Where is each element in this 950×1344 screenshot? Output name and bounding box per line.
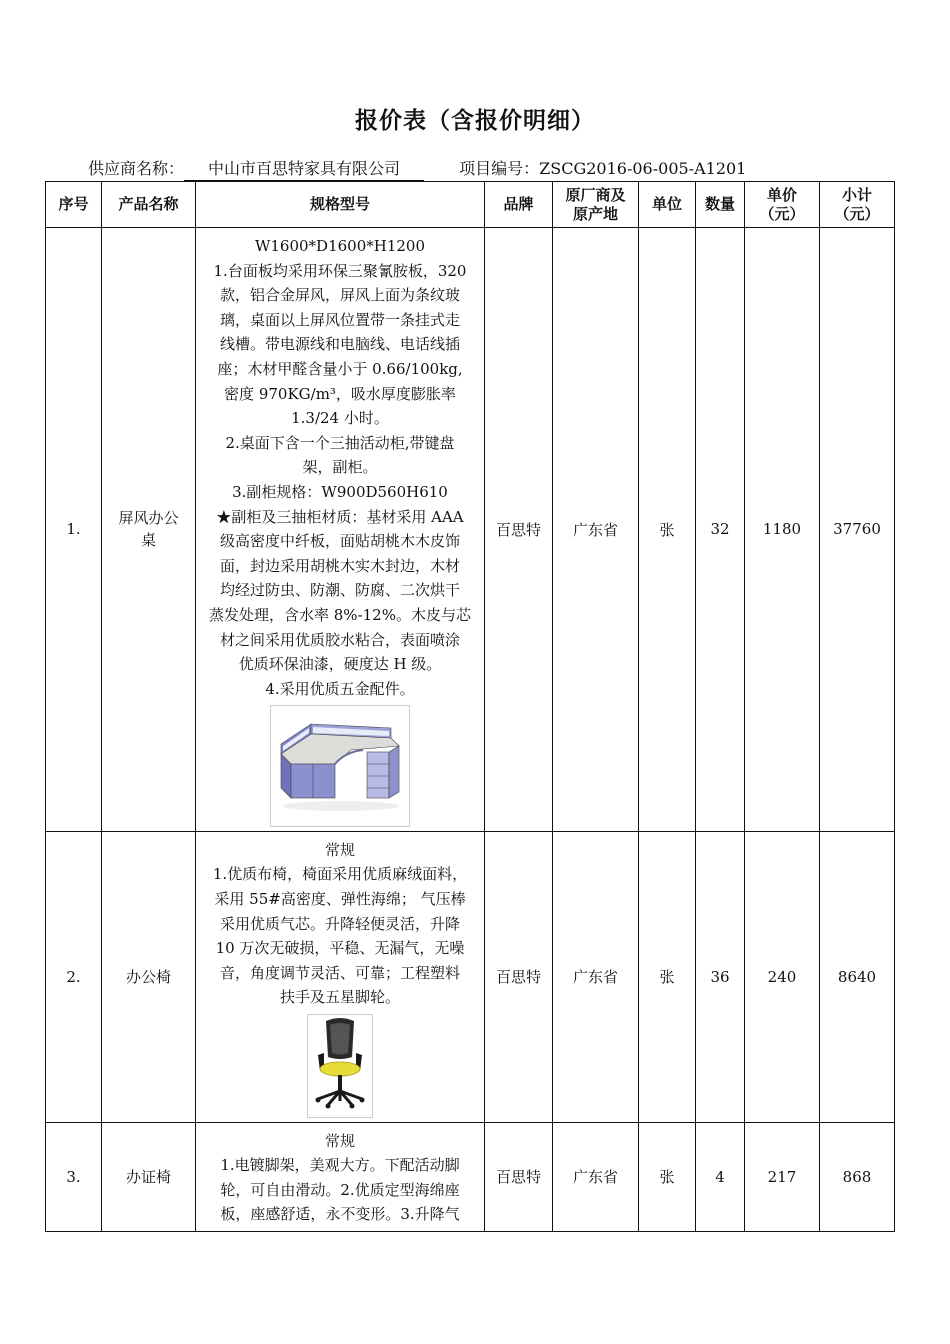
header-subtotal [820,182,895,228]
spec-line: 1.台面板均采用环保三聚氰胺板，320 [213,261,467,280]
supplier-label: 供应商名称： [88,159,185,178]
spec-line: 1.3/24 小时。 [291,409,389,428]
header-origin-line1: 原厂商及 [565,185,626,204]
row-origin: 广东省 [553,831,639,1122]
spec-line: 材之间采用优质胶水粘合，表面喷涂 [219,630,460,649]
spec-line: 轮，可自由滑动。2.优质定型海绵座 [220,1180,460,1199]
row-brand: 百思特 [485,228,553,832]
spec-line: 1.优质布椅，椅面采用优质麻绒面料， [212,865,468,884]
header-seq: 序号 [46,182,102,228]
row-price: 217 [745,1122,820,1231]
row-seq: 3. [46,1122,102,1231]
row-origin: 广东省 [553,1122,639,1231]
row-subtotal: 37760 [820,228,895,832]
spec-line: 密度 970KG/m³，吸水厚度膨胀率 [224,384,456,403]
table-row [46,831,895,1122]
spec-line: 4.采用优质五金配件。 [265,679,415,698]
spec-line: 座；木材甲醛含量小于 0.66/100kg, [217,359,463,378]
row-product-name: 办公椅 [102,831,196,1122]
row-subtotal: 868 [820,1122,895,1231]
spec-line: 线槽。带电源线和电脑线、电话线插 [219,335,460,354]
spec-line: 面，封边采用胡桃木实木封边，木材 [219,556,460,575]
spec-line: 1.电镀脚架，美观大方。下配活动脚 [220,1156,460,1175]
header-qty: 数量 [696,182,745,228]
project-value: ZSCG2016-06-005-A1201 [539,159,747,178]
header-subtotal-line1: 小计 [841,185,872,204]
row-brand: 百思特 [485,1122,553,1231]
spec-line: 级高密度中纤板，面贴胡桃木木皮饰 [219,532,460,551]
row-brand: 百思特 [485,831,553,1122]
spec-line: 蒸发处理，含水率 8%-12%。木皮与芯 [209,605,471,624]
spec-line: 10 万次无破损，平稳、无漏气，无噪 [215,939,465,958]
row-qty: 4 [696,1122,745,1231]
spec-line: 板，座感舒适，永不变形。3.升降气 [220,1205,460,1224]
spec-line: 璃，桌面以上屏风位置带一条挂式走 [219,310,460,329]
header-row [46,182,895,228]
spec-line: 3.副柜规格：W900D560H610 [232,482,448,501]
row-spec [196,831,485,1122]
quote-table [45,181,895,1232]
spec-line: 2.桌面下含一个三抽活动柜,带键盘 [225,433,455,452]
row-qty: 36 [696,831,745,1122]
row-unit: 张 [639,831,696,1122]
supplier-value: 中山市百思特家具有限公司 [184,156,424,181]
spec-line: W1600*D1600*H1200 [254,237,426,255]
header-spec: 规格型号 [196,182,485,228]
spec-line: 常规 [324,1131,355,1150]
spec-line: 均经过防虫、防潮、防腐、二次烘干 [219,581,460,600]
desk-image [270,705,410,827]
header-price [745,182,820,228]
row-product-name [102,228,196,832]
spec-line: 架，副柜。 [302,458,378,477]
header-price-line2: （元） [759,204,805,223]
header-subtotal-line2: （元） [834,204,880,223]
project-label: 项目编号： [459,159,540,178]
table-row [46,228,895,832]
row-unit: 张 [639,1122,696,1231]
row-product-name-text: 屏风办公桌 [118,509,179,550]
row-price: 1180 [745,228,820,832]
header-origin [553,182,639,228]
row-price: 240 [745,831,820,1122]
row-origin: 广东省 [553,228,639,832]
header-name: 产品名称 [102,182,196,228]
spec-line: 款，铝合金屏风，屏风上面为条纹玻 [219,286,460,305]
spec-line: 音，角度调节灵活、可靠；工程塑料 [219,963,460,982]
spec-line: 优质环保油漆，硬度达 H 级。 [238,655,442,674]
spec-line: 扶手及五星脚轮。 [279,988,400,1007]
spec-line: 采用 55#高密度、弹性海绵； 气压棒 [214,890,466,909]
row-spec [196,228,485,832]
spec-line: 常规 [324,840,355,859]
header-origin-line2: 原产地 [572,204,618,223]
header-price-line1: 单价 [766,185,797,204]
row-seq: 1. [46,228,102,832]
header-brand: 品牌 [485,182,553,228]
page-title: 报价表（含报价明细） [355,108,595,134]
row-spec [196,1122,485,1231]
spec-line: ★副柜及三抽柜材质：基材采用 AAA [216,507,464,526]
row-product-name: 办证椅 [102,1122,196,1231]
row-qty: 32 [696,228,745,832]
row-unit: 张 [639,228,696,832]
row-seq: 2. [46,831,102,1122]
spec-line: 采用优质气芯。升降轻便灵活，升降 [219,914,460,933]
header-unit: 单位 [639,182,696,228]
row-subtotal: 8640 [820,831,895,1122]
meta-line [88,156,746,181]
table-row [46,1122,895,1231]
chair-image [307,1014,373,1118]
